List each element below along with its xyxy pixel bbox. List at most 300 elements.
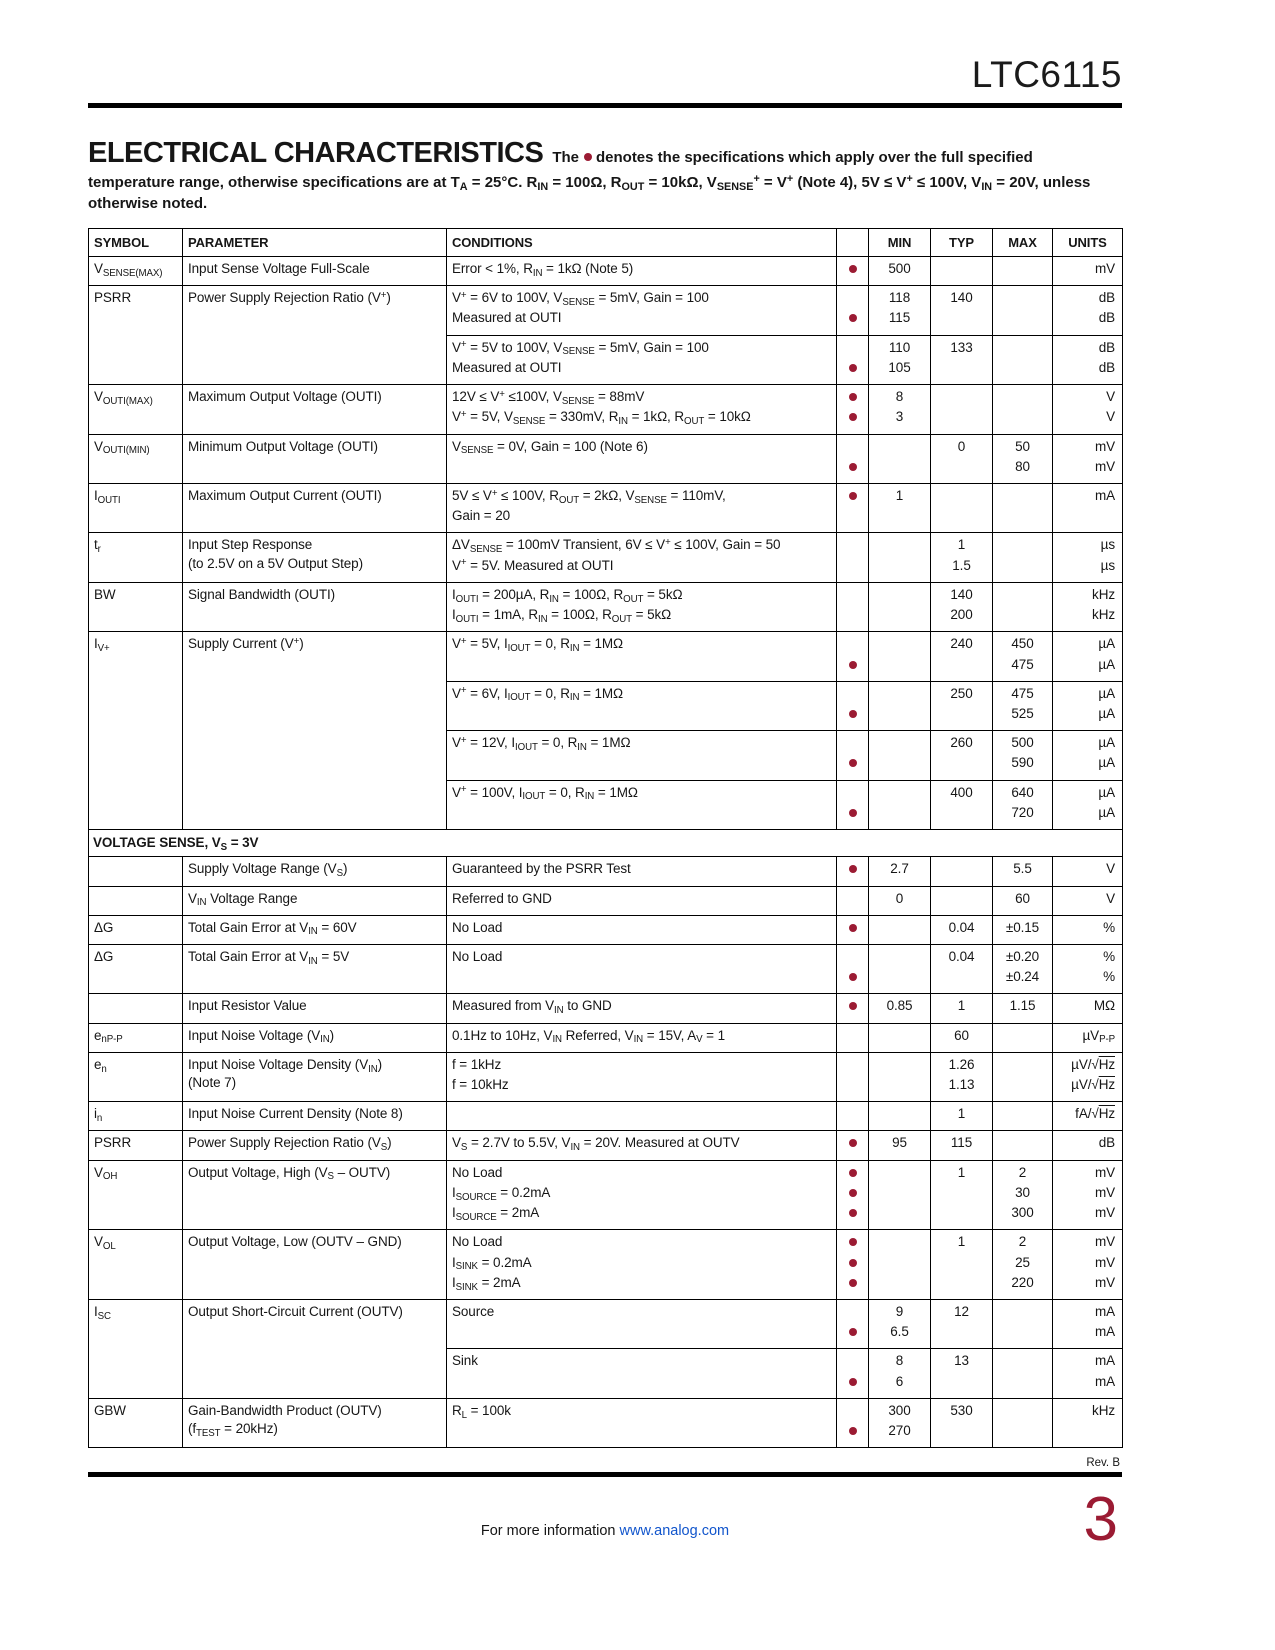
- bullet-cell: [837, 533, 869, 556]
- bullet-cell: [837, 1322, 869, 1349]
- bullet-cell: [837, 1052, 869, 1075]
- conditions-cell: No Load: [447, 915, 837, 944]
- max-cell: [993, 385, 1053, 408]
- symbol-cell: $I_{V+}$: [89, 632, 183, 830]
- max-cell: [993, 358, 1053, 385]
- min-cell: 8: [869, 1349, 931, 1372]
- parameter-line: Output Voltage, High ($V_S$ – OUTV): [188, 1164, 391, 1183]
- min-cell: [869, 1203, 931, 1230]
- symbol-cell: $V_{OUTI(MAX)}$: [89, 385, 183, 434]
- column-header-symbol: SYMBOL: [89, 229, 183, 257]
- max-cell: 590: [993, 753, 1053, 780]
- bullet-cell: [837, 803, 869, 830]
- units-cell: dB: [1053, 358, 1123, 385]
- units-cell: mV: [1053, 1203, 1123, 1230]
- units-cell: mV: [1053, 1160, 1123, 1183]
- typ-cell: [931, 857, 993, 886]
- symbol-cell: $I_{SC}$: [89, 1300, 183, 1399]
- spec-bullet-icon: [849, 492, 857, 500]
- parameter-line: (Note 7): [188, 1075, 236, 1091]
- bullet-cell: [837, 457, 869, 484]
- header-rule: [88, 103, 1122, 108]
- conditions-cell: V+ = 5V, $I_{IOUT} = 0$, $R_{IN} = 1M\Omega$: [447, 632, 837, 655]
- max-cell: [993, 308, 1053, 335]
- units-cell: mV: [1053, 257, 1123, 286]
- min-cell: 270: [869, 1421, 931, 1448]
- symbol-cell: $V_{OL}$: [89, 1230, 183, 1300]
- conditions-cell: $I_{OUTI} = 200\mu A$, $R_{IN} = 100\Omega$, $R_{OUT} = 5k\Omega$: [447, 582, 837, 605]
- typ-cell: [931, 385, 993, 408]
- typ-cell: [931, 1203, 993, 1230]
- parameter-cell: [183, 1300, 447, 1399]
- typ-cell: [931, 704, 993, 731]
- typ-cell: 200: [931, 605, 993, 632]
- min-cell: 500: [869, 257, 931, 286]
- max-cell: 60: [993, 886, 1053, 915]
- typ-cell: 1.26: [931, 1052, 993, 1075]
- typ-cell: [931, 753, 993, 780]
- column-header-conditions: CONDITIONS: [447, 229, 837, 257]
- parameter-line: Output Short-Circuit Current (OUTV): [188, 1304, 403, 1319]
- bullet-cell: [837, 780, 869, 803]
- min-cell: [869, 967, 931, 994]
- units-cell: MΩ: [1053, 994, 1123, 1023]
- conditions-cell: Error < 1%, $R_{IN} = 1k\Omega$ (Note 5): [447, 257, 837, 286]
- max-cell: [993, 484, 1053, 507]
- units-cell: mV: [1053, 434, 1123, 457]
- column-header-dot: [837, 229, 869, 257]
- symbol-cell: PSRR: [89, 1131, 183, 1160]
- min-cell: 6: [869, 1372, 931, 1399]
- typ-cell: 0.04: [931, 915, 993, 944]
- bullet-cell: [837, 1102, 869, 1131]
- max-cell: [993, 1131, 1053, 1160]
- typ-cell: 60: [931, 1023, 993, 1052]
- spec-bullet-icon: [849, 661, 857, 669]
- min-cell: [869, 1273, 931, 1300]
- min-cell: 9: [869, 1300, 931, 1323]
- typ-cell: [931, 886, 993, 915]
- spec-bullet-icon: [849, 1189, 857, 1197]
- conditions-cell: $I_{SINK} = 0.2mA$: [447, 1253, 837, 1273]
- typ-cell: [931, 803, 993, 830]
- units-cell: µA: [1053, 704, 1123, 731]
- min-cell: [869, 434, 931, 457]
- table-row: [89, 582, 1123, 605]
- max-cell: 525: [993, 704, 1053, 731]
- bullet-cell: [837, 1023, 869, 1052]
- parameter-line: Total Gain Error at $V_{IN} = 60V$: [188, 919, 357, 938]
- symbol-cell: ΔG: [89, 915, 183, 944]
- units-cell: kHz: [1053, 582, 1123, 605]
- min-cell: 1: [869, 484, 931, 507]
- min-cell: [869, 457, 931, 484]
- bullet-cell: [837, 632, 869, 655]
- units-cell: V: [1053, 385, 1123, 408]
- table-row: [89, 1398, 1123, 1421]
- spec-bullet-icon: [584, 153, 592, 161]
- max-cell: [993, 286, 1053, 309]
- table-row: [89, 385, 1123, 408]
- conditions-cell: Referred to GND: [447, 886, 837, 915]
- max-cell: 5.5: [993, 857, 1053, 886]
- max-cell: [993, 1421, 1053, 1448]
- symbol-cell: $e_n$: [89, 1052, 183, 1101]
- conditions-cell: 5V ≤ V+ ≤ 100V, $R_{OUT} = 2k\Omega$, $V_{SENSE} = 110mV$,: [447, 484, 837, 507]
- max-cell: 25: [993, 1253, 1053, 1273]
- symbol-cell: ΔG: [89, 944, 183, 993]
- bullet-cell: [837, 753, 869, 780]
- conditions-cell: [447, 704, 837, 731]
- spec-bullet-icon: [849, 1427, 857, 1435]
- units-cell: %: [1053, 944, 1123, 967]
- spec-bullet-icon: [849, 865, 857, 873]
- bullet-cell: [837, 434, 869, 457]
- min-cell: 110: [869, 335, 931, 358]
- units-cell: mA: [1053, 1372, 1123, 1399]
- units-cell: µA: [1053, 780, 1123, 803]
- spec-bullet-icon: [849, 1378, 857, 1386]
- footer-info: [88, 1477, 1122, 1539]
- parameter-cell: [183, 582, 447, 631]
- bullet-cell: [837, 1398, 869, 1421]
- bullet-cell: [837, 506, 869, 533]
- max-cell: 300: [993, 1203, 1053, 1230]
- bullet-cell: [837, 1131, 869, 1160]
- units-cell: µA: [1053, 655, 1123, 682]
- table-row: [89, 533, 1123, 556]
- max-cell: 220: [993, 1273, 1053, 1300]
- table-row: [89, 1300, 1123, 1323]
- conditions-cell: No Load: [447, 944, 837, 967]
- typ-cell: 12: [931, 1300, 993, 1323]
- typ-cell: [931, 967, 993, 994]
- min-cell: 3: [869, 407, 931, 434]
- min-cell: 95: [869, 1131, 931, 1160]
- bullet-cell: [837, 308, 869, 335]
- min-cell: [869, 605, 931, 632]
- section-header-cell: VOLTAGE SENSE, $V_S = 3V$: [89, 830, 1123, 857]
- spec-table-body: [89, 257, 1123, 1448]
- spec-bullet-icon: [849, 364, 857, 372]
- conditions-cell: [447, 1102, 837, 1131]
- min-cell: [869, 1102, 931, 1131]
- parameter-line: $V_{IN}$ Voltage Range: [188, 890, 298, 909]
- conditions-cell: Guaranteed by the PSRR Test: [447, 857, 837, 886]
- min-cell: [869, 944, 931, 967]
- parameter-cell: [183, 1023, 447, 1052]
- parameter-cell: [183, 1160, 447, 1230]
- min-cell: [869, 803, 931, 830]
- typ-cell: 250: [931, 681, 993, 704]
- conditions-cell: V+ = 12V, $I_{IOUT} = 0$, $R_{IN} = 1M\Omega$: [447, 731, 837, 754]
- parameter-cell: [183, 944, 447, 993]
- section-header-row: [89, 830, 1123, 857]
- bullet-cell: [837, 1372, 869, 1399]
- max-cell: ±0.20: [993, 944, 1053, 967]
- units-cell: µA: [1053, 681, 1123, 704]
- typ-cell: [931, 506, 993, 533]
- intro-text-before: The: [552, 149, 579, 166]
- symbol-cell: BW: [89, 582, 183, 631]
- units-cell: mA: [1053, 484, 1123, 507]
- rev-label: Rev. B: [1086, 1457, 1120, 1470]
- spec-bullet-icon: [849, 1238, 857, 1246]
- conditions-cell: [447, 753, 837, 780]
- parameter-cell: [183, 1230, 447, 1300]
- bullet-cell: [837, 484, 869, 507]
- parameter-line: Maximum Output Voltage (OUTI): [188, 389, 382, 405]
- max-cell: [993, 257, 1053, 286]
- conditions-cell: 12V ≤ V+ ≤100V, $V_{SENSE} = 88mV$: [447, 385, 837, 408]
- parameter-line: Output Voltage, Low (OUTV – GND): [188, 1234, 402, 1250]
- min-cell: 0: [869, 886, 931, 915]
- symbol-cell: GBW: [89, 1398, 183, 1447]
- parameter-cell: [183, 632, 447, 830]
- table-row: [89, 1102, 1123, 1131]
- typ-cell: 1: [931, 1102, 993, 1131]
- column-header-units: UNITS: [1053, 229, 1123, 257]
- table-row: [89, 286, 1123, 309]
- parameter-line: Power Supply Rejection Ratio (V+): [188, 289, 391, 306]
- bullet-cell: [837, 1075, 869, 1102]
- table-row: [89, 1131, 1123, 1160]
- conditions-cell: Measured at OUTI: [447, 358, 837, 385]
- page-footer: [88, 1477, 1122, 1607]
- parameter-line: Gain-Bandwidth Product (OUTV): [188, 1402, 382, 1418]
- typ-cell: 240: [931, 632, 993, 655]
- electrical-characteristics-section: [88, 134, 1122, 214]
- bullet-cell: [837, 994, 869, 1023]
- conditions-cell: V+ = 100V, $I_{IOUT} = 0$, $R_{IN} = 1M\Omega$: [447, 780, 837, 803]
- units-cell: V: [1053, 407, 1123, 434]
- max-cell: 80: [993, 457, 1053, 484]
- max-cell: [993, 335, 1053, 358]
- symbol-cell: $V_{OH}$: [89, 1160, 183, 1230]
- table-row: [89, 1160, 1123, 1183]
- bullet-cell: [837, 915, 869, 944]
- typ-cell: 1.5: [931, 556, 993, 583]
- spec-bullet-icon: [849, 759, 857, 767]
- spec-bullet-icon: [849, 973, 857, 981]
- bullet-cell: [837, 335, 869, 358]
- units-cell: %: [1053, 967, 1123, 994]
- max-cell: [993, 1102, 1053, 1131]
- typ-cell: [931, 457, 993, 484]
- units-cell: µs: [1053, 533, 1123, 556]
- parameter-cell: [183, 286, 447, 385]
- max-cell: [993, 556, 1053, 583]
- table-row: [89, 1023, 1123, 1052]
- units-cell: µV$_{P-P}$: [1053, 1023, 1123, 1052]
- parameter-cell: [183, 1398, 447, 1447]
- min-cell: [869, 1230, 931, 1253]
- parameter-cell: [183, 886, 447, 915]
- spec-bullet-icon: [849, 1328, 857, 1336]
- parameter-line: Maximum Output Current (OUTI): [188, 488, 382, 503]
- spec-bullet-icon: [849, 924, 857, 932]
- parameter-line: Power Supply Rejection Ratio $(V_S)$: [188, 1135, 392, 1154]
- units-cell: dB: [1053, 308, 1123, 335]
- max-cell: [993, 582, 1053, 605]
- min-cell: 300: [869, 1398, 931, 1421]
- typ-cell: 1: [931, 1160, 993, 1183]
- typ-cell: [931, 1253, 993, 1273]
- symbol-cell: $V_{OUTI(MIN)}$: [89, 434, 183, 483]
- bullet-cell: [837, 1160, 869, 1183]
- table-row: [89, 434, 1123, 457]
- parameter-cell: [183, 1131, 447, 1160]
- column-header-max: MAX: [993, 229, 1053, 257]
- bullet-cell: [837, 385, 869, 408]
- spec-bullet-icon: [849, 710, 857, 718]
- conditions-cell: $I_{SINK} = 2mA$: [447, 1273, 837, 1300]
- conditions-cell: $R_L = 100k$: [447, 1398, 837, 1421]
- footer-text: For more information: [480, 1523, 620, 1540]
- min-cell: [869, 632, 931, 655]
- max-cell: 450: [993, 632, 1053, 655]
- parameter-line: Supply Current (V+): [188, 635, 304, 652]
- bullet-cell: [837, 655, 869, 682]
- min-cell: [869, 506, 931, 533]
- units-cell: mV: [1053, 457, 1123, 484]
- bullet-cell: [837, 407, 869, 434]
- min-cell: 105: [869, 358, 931, 385]
- conditions-cell: [447, 803, 837, 830]
- typ-cell: 1.13: [931, 1075, 993, 1102]
- bullet-cell: [837, 1421, 869, 1448]
- conditions-cell: [447, 967, 837, 994]
- min-cell: [869, 533, 931, 556]
- symbol-cell: $i_n$: [89, 1102, 183, 1131]
- typ-cell: 1: [931, 1230, 993, 1253]
- units-cell: mV: [1053, 1230, 1123, 1253]
- spec-bullet-icon: [849, 393, 857, 401]
- parameter-cell: [183, 1102, 447, 1131]
- parameter-line: Total Gain Error at $V_{IN} = 5V$: [188, 948, 350, 967]
- typ-cell: 0: [931, 434, 993, 457]
- spec-bullet-icon: [849, 314, 857, 322]
- typ-cell: 133: [931, 335, 993, 358]
- units-cell: %: [1053, 915, 1123, 944]
- typ-cell: 0.04: [931, 944, 993, 967]
- typ-cell: 115: [931, 1131, 993, 1160]
- typ-cell: [931, 484, 993, 507]
- units-cell: dB: [1053, 286, 1123, 309]
- units-cell: [1053, 1421, 1123, 1448]
- conditions-cell: V+ = 5V. Measured at OUTI: [447, 556, 837, 583]
- min-cell: [869, 1075, 931, 1102]
- bullet-cell: [837, 944, 869, 967]
- conditions-cell: $I_{OUTI} = 1mA$, $R_{IN} = 100\Omega$, $R_{OUT} = 5k\Omega$: [447, 605, 837, 632]
- max-cell: [993, 1398, 1053, 1421]
- bullet-cell: [837, 857, 869, 886]
- conditions-cell: V+ = 5V, $V_{SENSE} = 330mV$, $R_{IN} = 1k\Omega$, $R_{OUT} = 10k\Omega$: [447, 407, 837, 434]
- table-header-row: [89, 229, 1123, 257]
- typ-cell: [931, 257, 993, 286]
- bullet-cell: [837, 1349, 869, 1372]
- max-cell: [993, 1075, 1053, 1102]
- units-cell: mA: [1053, 1322, 1123, 1349]
- conditions-cell: No Load: [447, 1160, 837, 1183]
- conditions-cell: [447, 1322, 837, 1349]
- analog-link[interactable]: www.analog.com: [619, 1523, 730, 1540]
- units-cell: µV/√Hz: [1053, 1052, 1123, 1075]
- typ-cell: 140: [931, 582, 993, 605]
- parameter-cell: [183, 434, 447, 483]
- bullet-cell: [837, 731, 869, 754]
- typ-cell: [931, 1273, 993, 1300]
- min-cell: [869, 1183, 931, 1203]
- parameter-line: Input Step Response: [188, 537, 313, 553]
- min-cell: [869, 780, 931, 803]
- bullet-cell: [837, 967, 869, 994]
- units-cell: mA: [1053, 1300, 1123, 1323]
- table-row: [89, 257, 1123, 286]
- table-row: [89, 632, 1123, 655]
- typ-cell: 260: [931, 731, 993, 754]
- conditions-cell: Gain = 20: [447, 506, 837, 533]
- typ-cell: [931, 1322, 993, 1349]
- min-cell: [869, 582, 931, 605]
- units-cell: mV: [1053, 1253, 1123, 1273]
- typ-cell: 400: [931, 780, 993, 803]
- bullet-cell: [837, 886, 869, 915]
- max-cell: 475: [993, 655, 1053, 682]
- units-cell: µV/√Hz: [1053, 1075, 1123, 1102]
- units-cell: kHz: [1053, 1398, 1123, 1421]
- units-cell: mV: [1053, 1273, 1123, 1300]
- parameter-line: (to 2.5V on a 5V Output Step): [188, 555, 363, 571]
- max-cell: [993, 1023, 1053, 1052]
- table-row: [89, 994, 1123, 1023]
- conditions-cell: [447, 1421, 837, 1448]
- bullet-cell: [837, 582, 869, 605]
- typ-cell: 1: [931, 533, 993, 556]
- max-cell: ±0.15: [993, 915, 1053, 944]
- conditions-cell: 0.1Hz to 10Hz, $V_{IN}$ Referred, $V_{IN} = 15V$, $A_V = 1$: [447, 1023, 837, 1052]
- conditions-cell: [447, 1372, 837, 1399]
- section-title: ELECTRICAL CHARACTERISTICS: [88, 137, 544, 169]
- table-row: [89, 944, 1123, 967]
- spec-bullet-icon: [849, 1279, 857, 1287]
- max-cell: 1.15: [993, 994, 1053, 1023]
- min-cell: 118: [869, 286, 931, 309]
- bullet-cell: [837, 257, 869, 286]
- conditions-cell: $I_{SOURCE} = 0.2mA$: [447, 1183, 837, 1203]
- table-row: [89, 1052, 1123, 1075]
- symbol-cell: $I_{OUTI}$: [89, 484, 183, 533]
- table-row: [89, 484, 1123, 507]
- symbol-cell: PSRR: [89, 286, 183, 385]
- min-cell: [869, 1160, 931, 1183]
- bullet-cell: [837, 1203, 869, 1230]
- units-cell: µA: [1053, 753, 1123, 780]
- parameter-cell: [183, 533, 447, 582]
- max-cell: [993, 1349, 1053, 1372]
- intro-text-after: denotes the specifications which apply over the full specified temperature range, otherwise specifications are at $T_A = 25^\circ C$. $R_{IN} = 100\Omega$, $R_{OUT} = 10k\Omega$, $V_{SENSE}^+ = V^+$ (Note 4), 5V ≤ V+ ≤ 100V, $V_{IN} = 20V$, unless otherwise noted.: [88, 149, 1091, 213]
- bullet-cell: [837, 1273, 869, 1300]
- spec-bullet-icon: [849, 1139, 857, 1147]
- min-cell: [869, 681, 931, 704]
- typ-cell: 13: [931, 1349, 993, 1372]
- conditions-cell: Source: [447, 1300, 837, 1323]
- parameter-line: Minimum Output Voltage (OUTI): [188, 438, 378, 454]
- conditions-cell: f = 1kHz: [447, 1052, 837, 1075]
- max-cell: 2: [993, 1160, 1053, 1183]
- conditions-cell: Measured at OUTI: [447, 308, 837, 335]
- conditions-cell: No Load: [447, 1230, 837, 1253]
